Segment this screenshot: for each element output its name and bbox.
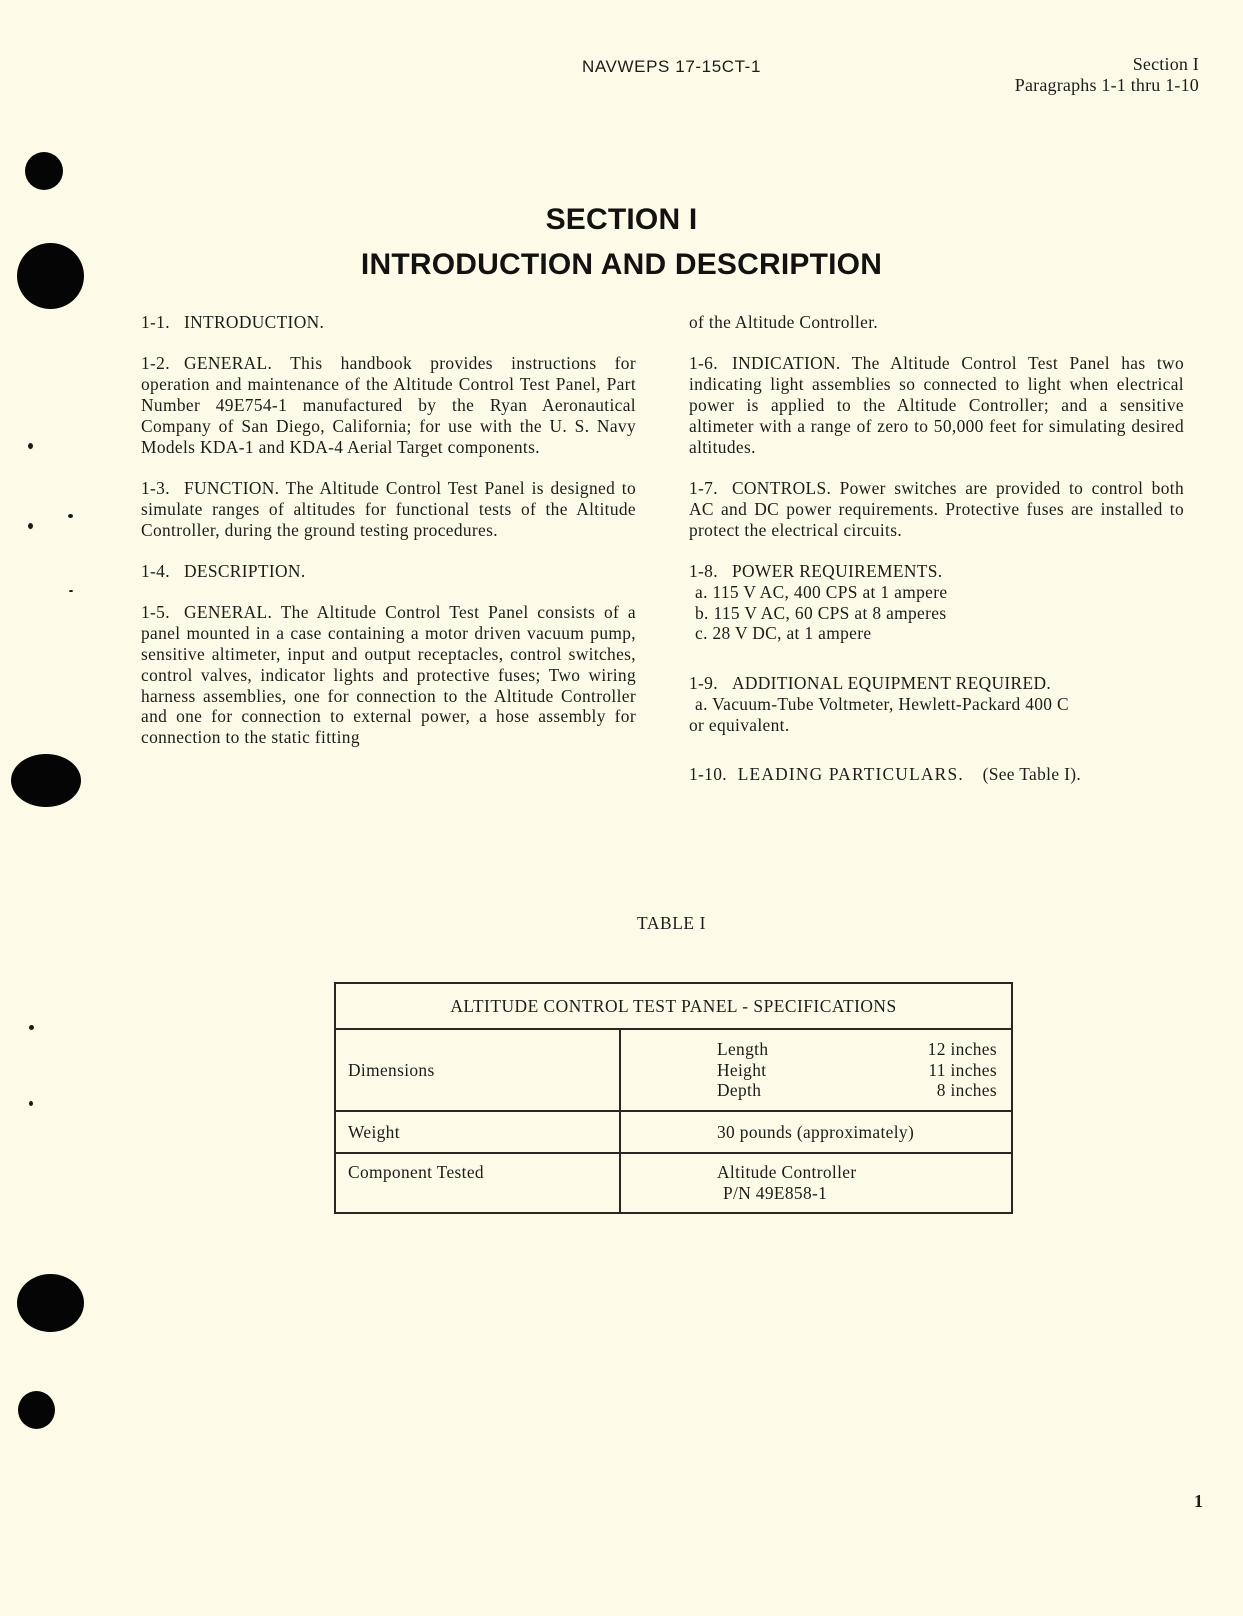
paragraph-text: GENERAL. The Altitude Control Test Panel consists of a panel mounted in a case containing a motor driven vacuum pump, sensitive altimeter, input and output receptacles, control switches, control valves, indicator lights and protective fuses; Two wiring harness assemblies, one for connection to the Altitude Controller and one for connection to external power, a hose assembly for connection to the static fitting [141,602,636,748]
dimension-value: 12 inches [927,1038,997,1059]
table-row [335,1153,1012,1213]
equipment-item-continued: or equivalent. [689,714,790,735]
right-column [689,312,1184,805]
paragraph-text: DESCRIPTION. [183,560,306,581]
paragraph-number: 1-8. [689,560,718,581]
paragraph-1-3 [141,478,636,540]
row-label: Weight [335,1111,620,1153]
power-requirement-item: a. 115 V AC, 400 CPS at 1 ampere [695,581,948,602]
binder-hole-1 [25,152,63,190]
paragraph-1-5-continued: of the Altitude Controller. [689,312,879,332]
document-id: NAVWEPS 17-15CT-1 [582,57,761,76]
table-row [335,1111,1012,1153]
paragraph-text: INDICATION. The Altitude Control Test Panel has two indicating light assemblies so connected to light when electrical power is applied to the Altitude Controller; and a sensitive altimeter with a range of zero to 50,000 feet for simulating desired altitudes. [689,353,1184,457]
dimension-name: Length [717,1038,769,1059]
scan-speck [69,590,73,592]
paragraph-text: CONTROLS. Power switches are provided to control both AC and DC power requirements. Protective fuses are installed to protect the electrical circuits. [689,477,1184,540]
paragraph-1-5 [141,602,636,748]
scan-speck [28,523,33,529]
paragraph-text: LEADING PARTICULARS. [737,763,964,784]
left-column [141,312,636,769]
dimension-name: Depth [717,1080,762,1101]
section-label: Section I [1132,54,1199,74]
paragraph-number: 1-1. [141,312,170,332]
paragraph-text: POWER REQUIREMENTS. [731,560,943,581]
page-number: 1 [1194,1491,1203,1511]
binder-hole-5 [18,1391,55,1429]
dimension-length [717,1039,997,1060]
dimension-depth [717,1080,997,1101]
section-reference [1015,54,1199,96]
power-requirement-item: c. 28 V DC, at 1 ampere [695,623,872,644]
scan-speck [68,514,73,518]
paragraph-text: INTRODUCTION. [183,312,325,332]
paragraph-text: GENERAL. This handbook provides instructions for operation and maintenance of the Altitude Control Test Panel, Part Number 49E754-1 manufactured by the Ryan Aeronautical Company of San Diego, California; for use with the U. S. Navy Models KDA-1 and KDA-4 Aerial Target components. [141,353,636,457]
dimension-value: 11 inches [928,1059,997,1080]
paragraph-number: 1-5. [141,602,170,623]
table-row [335,1029,1012,1111]
scan-speck [29,1101,33,1106]
dimension-height [717,1060,997,1081]
weight-value: 30 pounds (approximately) [620,1111,1012,1153]
paragraph-text: ADDITIONAL EQUIPMENT REQUIRED. [731,673,1052,694]
paragraph-1-2 [141,353,636,457]
component-value [620,1153,1012,1213]
table-reference-link[interactable]: (See Table I). [982,763,1082,784]
paragraph-number: 1-7. [689,477,718,498]
row-label: Component Tested [335,1153,620,1213]
scan-speck [29,1025,34,1030]
section-subtitle: INTRODUCTION AND DESCRIPTION [360,248,883,281]
binder-hole-3 [11,754,81,807]
paragraph-number: 1-9. [689,673,718,694]
table-heading: ALTITUDE CONTROL TEST PANEL - SPECIFICATIONS [335,983,1012,1029]
paragraph-number: 1-10. [689,763,727,784]
scan-speck [28,443,33,449]
paragraph-1-6 [689,353,1184,457]
dimensions-values [620,1029,1012,1111]
binder-hole-4 [17,1274,84,1332]
paragraph-number: 1-4. [141,560,170,581]
paragraph-1-9 [689,673,1184,735]
specifications-table [334,982,1013,1214]
paragraph-1-4 [141,561,636,582]
row-label: Dimensions [335,1029,620,1111]
dimension-name: Height [717,1059,767,1080]
paragraph-number: 1-2. [141,353,170,374]
component-part-number: P/N 49E858-1 [723,1183,828,1203]
paragraph-1-10 [689,764,1184,785]
equipment-item: a. Vacuum-Tube Voltmeter, Hewlett-Packard 400 C [695,693,1069,714]
paragraph-1-8 [689,561,1184,644]
paragraph-1-1 [141,312,636,333]
paragraph-text: FUNCTION. The Altitude Control Test Panel is designed to simulate ranges of altitudes for functional tests of the Altitude Controller, during the ground testing procedures. [141,477,636,540]
component-name: Altitude Controller [717,1162,857,1183]
power-requirement-item: b. 115 V AC, 60 CPS at 8 amperes [695,602,947,623]
table-header-row [335,983,1012,1029]
table-caption: TABLE I [637,913,706,933]
paragraph-number: 1-6. [689,353,718,374]
paragraph-1-7 [689,478,1184,540]
section-title: SECTION I [545,203,698,236]
dimension-value: 8 inches [936,1080,997,1101]
paragraph-range: Paragraphs 1-1 thru 1-10 [1014,75,1199,95]
paragraph-number: 1-3. [141,477,170,498]
